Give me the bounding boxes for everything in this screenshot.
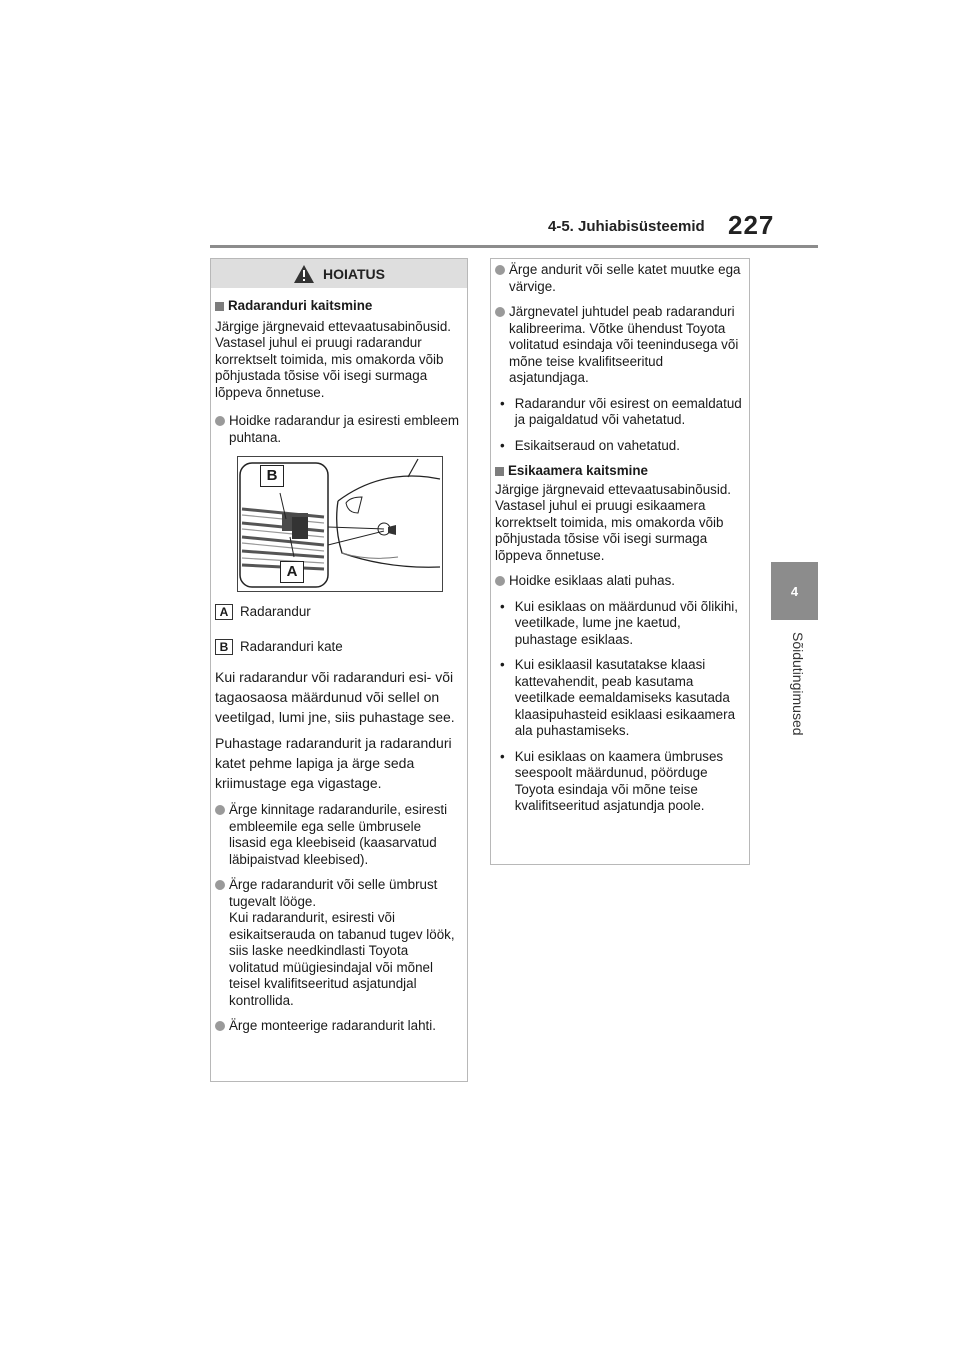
list-item: Hoidke esiklaas alati puhas. bbox=[495, 573, 743, 590]
radar-sensor-illustration bbox=[237, 456, 443, 592]
warning-title: HOIATUS bbox=[323, 265, 385, 282]
square-bullet-icon bbox=[495, 467, 504, 476]
paragraph: Kui radarandur või radaranduri esi- või tagaosaosa määrdunud või sellel on veetilgad, lumi jne, siis puhastage see. bbox=[215, 669, 455, 725]
legend-text: Radaranduri kate bbox=[240, 638, 343, 654]
list-item: Ärge andurit või selle katet muutke ega värvige. bbox=[495, 262, 743, 295]
section-heading: Esikaamera kaitsmine bbox=[495, 463, 743, 480]
legend-key: B bbox=[215, 639, 233, 655]
circle-bullet-icon bbox=[215, 880, 225, 890]
callout-b: B bbox=[260, 465, 284, 487]
dash-item: • Radarandur või esirest on eemaldatud ja paigaldatud või vahetatud. bbox=[500, 395, 742, 427]
circle-bullet-icon bbox=[215, 805, 225, 815]
dash-item: • Kui esiklaas on kaamera ümbruses seespoolt määrdunud, pöörduge Toyota esindaja või mõne teise kvalifitseeritud asjatundja poole. bbox=[500, 748, 724, 813]
warning-box bbox=[210, 258, 468, 1082]
warning-triangle-icon bbox=[293, 264, 315, 284]
legend-item bbox=[215, 639, 461, 656]
page-number: 227 bbox=[728, 210, 775, 240]
legend-key: A bbox=[215, 604, 233, 620]
list-item: Ärge kinnitage radarandurile, esiresti embleemile ega selle ümbrusele lisasid ega kleebiseid (kaasarvatud läbipaistvad kleebised). bbox=[215, 802, 461, 868]
section-title: 4-5. Juhiabisüsteemid bbox=[548, 218, 705, 235]
warning-intro: Järgige järgnevaid ettevaatusabinõusid. Vastasel juhul ei pruugi radarandur korrektselt toimida, mis omakorda võib põhjustada tõsise või isegi surmaga lõppeva õnnetuse. bbox=[215, 318, 451, 400]
circle-bullet-icon bbox=[495, 576, 505, 586]
dash-item: • Esikaitseraud on vahetatud. bbox=[500, 437, 680, 453]
list-item: Ärge monteerige radarandurit lahti. bbox=[215, 1018, 461, 1035]
list-item: Järgnevatel juhtudel peab radaranduri kalibreerima. Võtke ühendust Toyota volitatud esindaja või teenindusega või mõne teise kvalifitseeritud asjatundjaga. bbox=[495, 304, 743, 387]
circle-bullet-icon bbox=[215, 1021, 225, 1031]
circle-bullet-icon bbox=[495, 307, 505, 317]
dash-item: • Kui esiklaasil kasutatakse klaasi kattevahendit, peab kasutama veetilkade eemaldamiseks kasutada klaasipuhasteid esiklaasi esikaamera ala puhastamiseks. bbox=[500, 657, 736, 738]
chapter-label: Sõidutingimused bbox=[790, 632, 806, 736]
camera-intro: Järgige järgnevaid ettevaatusabinõusid. Vastasel juhul ei pruugi esikaamera korrektselt toimida, mis omakorda võib põhjustada tõsise või isegi surmaga lõppeva õnnetuse. bbox=[495, 481, 731, 563]
paragraph: Puhastage radarandurit ja radaranduri katet pehme lapiga ja ärge seda kriimustage ega vigastage. bbox=[215, 735, 452, 791]
legend-item bbox=[215, 604, 461, 621]
warning-header bbox=[211, 259, 467, 288]
legend-text: Radarandur bbox=[240, 604, 311, 619]
square-bullet-icon bbox=[215, 302, 224, 311]
chapter-tab: 4 bbox=[771, 562, 818, 620]
callout-a: A bbox=[280, 561, 304, 583]
dash-item: • Kui esiklaas on määrdunud või õlikihi, veetilkade, lume jne kaetud, puhastage esiklaas. bbox=[500, 598, 739, 647]
circle-bullet-icon bbox=[215, 416, 225, 426]
section-heading: Radaranduri kaitsmine bbox=[215, 298, 461, 315]
header-rule bbox=[210, 245, 818, 248]
warning-box-continued bbox=[490, 258, 750, 865]
list-item: Ärge radarandurit või selle ümbrust tugevalt lööge. Kui radarandurit, esiresti või esikaitserauda on tabanud tugev löök, siis laske needkindlasti Toyota volitatud müügiesindajal või mõnel teisel kvalifitseeritud asjatundjal kontrollida. bbox=[215, 877, 461, 1009]
list-item: Hoidke radarandur ja esiresti embleem puhtana. bbox=[215, 413, 461, 446]
circle-bullet-icon bbox=[495, 265, 505, 275]
